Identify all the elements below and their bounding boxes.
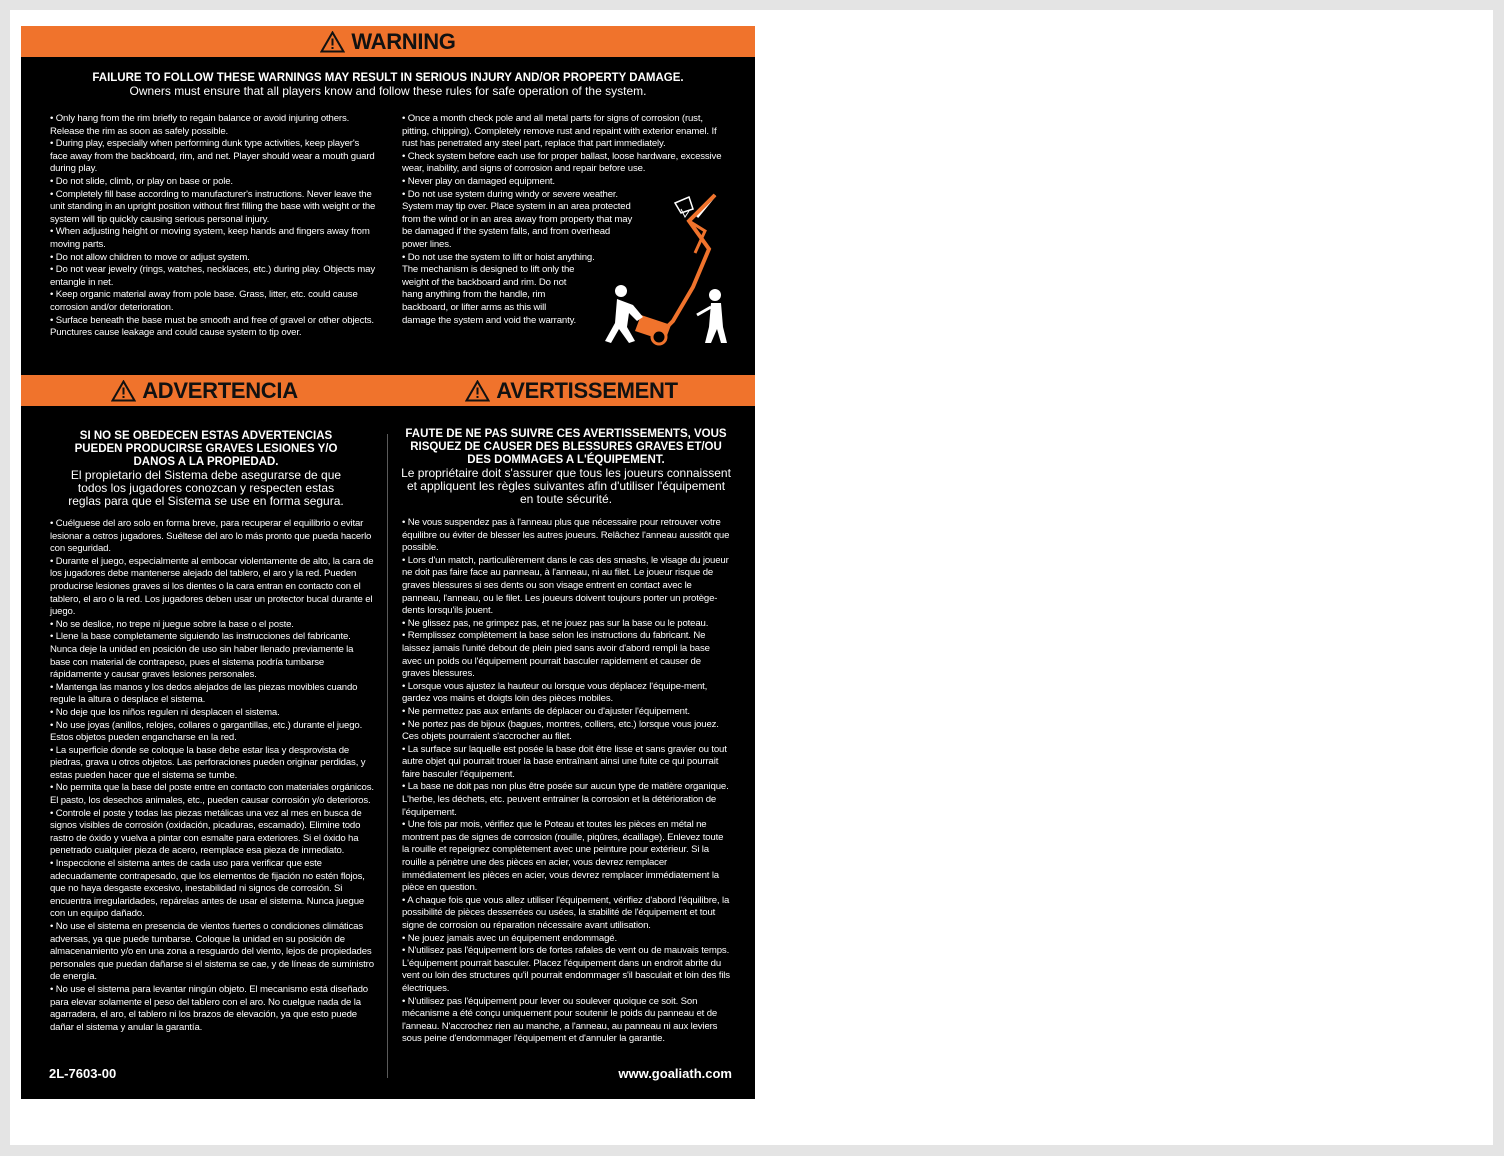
list-item: • Completely fill base according to manufacturer's instructions. Never leave the unit standing in an upright position without first filling the base with weight or the system will tip quickly causing serious personal injury. — [50, 188, 376, 225]
warning-triangle-icon — [111, 380, 136, 402]
list-item: damage the system and void the warranty. — [402, 314, 577, 326]
list-item: • No use el sistema para levantar ningún objeto. El mecanismo está diseñado para elevar solamente el peso del tablero con el aro. No cuelgue nada de la agarradera, el aro, el tablero ni los brazos de elevación, ya que esto puede dañar el sistema y anular la garantía. — [50, 983, 368, 1033]
list-item: • N'utilisez pas l'équipement pour lever ou soulever quoique ce soit. Son mécanisme a été conçu uniquement pour soutenir le poids du panneau et de l'anneau. N'accrochez rien au manche, a l'anneau, au panneau ni aux leviers sous peine d'endommager l'équipement et d'annuler la garantie. — [402, 995, 718, 1045]
list-item: • Surface beneath the base must be smooth and free of gravel or other objects. Punctures cause leakage and could cause system to tip over. — [50, 314, 374, 339]
moving-system-illustration-icon — [593, 191, 753, 351]
list-item: • Ne portez pas de bijoux (bagues, montres, colliers, etc.) lorsque vous jouez. Ces objets pourraient s'accrocher au filet. — [402, 718, 719, 743]
warning-label — [21, 26, 755, 1099]
part-number: 2L-7603-00 — [49, 1066, 117, 1081]
column-divider — [387, 434, 388, 1078]
list-item: • During play, especially when performing dunk type activities, keep player's face away from the backboard, rim, and net. Player should wear a mouth guard during play. — [50, 138, 375, 175]
english-left-column — [50, 113, 376, 340]
list-item: • Llene la base completamente siguiendo las instrucciones del fabricante. Nunca deje la unidad en posición de uso sin haber llenado previamente la base con material de contrapeso, pues el sistema podría tumbarse rápidamente y causar graves lesiones personales. — [50, 631, 354, 681]
list-item: • Never play on damaged equipment. — [402, 175, 555, 187]
list-item: • No use joyas (anillos, relojes, collares o gargantillas, etc.) durante el juego. Estos objetos pueden engancharse en la red. — [50, 719, 363, 744]
warning-band — [21, 26, 755, 57]
french-headline-bold: FAUTE DE NE PAS SUIVRE CES AVERTISSEMENTS, VOUS RISQUEZ DE CAUSER DES BLESSURES GRAVES ET/OU DES DOMMAGES A L'ÉQUIPEMENT. — [405, 428, 727, 466]
warning-triangle-icon — [320, 31, 345, 53]
list-item: backboard, or lifter arms as this will — [402, 301, 547, 313]
spanish-headline — [61, 430, 351, 508]
list-item: • Lorsque vous ajustez la hauteur ou lorsque vous déplacez l'équipe-ment, gardez vos mains et doigts loin des pièces mobiles. — [402, 680, 708, 705]
list-item: be damaged if the system falls, and from overhead — [402, 226, 611, 238]
english-headline — [41, 72, 735, 98]
list-item: • Controle el poste y todas las piezas metálicas una vez al mes en busca de signos visibles de corrosión (oxidación, picaduras, escamado). Elimine todo rastro de óxido y vuelva a pintar con esmalte para exteriores. Si el óxido ha penetrado cualquier pieza de acero, reemplace esa pieza de inmediato. — [50, 807, 362, 857]
list-item: The mechanism is designed to lift only the — [402, 264, 575, 276]
spanish-column — [50, 518, 376, 1034]
list-item: • Do not use system during windy or severe weather. — [402, 188, 618, 200]
spanish-headline-bold: SI NO SE OBEDECEN ESTAS ADVERTENCIAS PUEDEN PRODUCIRSE GRAVES LESIONES Y/O DANOS A LA PROPIEDAD. — [74, 430, 338, 468]
list-item: • La surface sur laquelle est posée la base doit être lisse et sans gravier ou tout autre objet qui pourrait trouer la base entraînant ainsi une fuite ce qui pourrait faire basculer l'équipement. — [402, 743, 727, 780]
french-column — [402, 517, 730, 1046]
list-item: • Inspeccione el sistema antes de cada uso para verificar que este adecuadamente contrapesado, que los elementos de fijación no estén flojos, que no haya desgaste excesivo, inestabilidad ni signos de corrosión. Si encuentra irregularidades, repárelas antes de usar el sistema. Nunca juegue con un equipo dañado. — [50, 858, 365, 920]
list-item: weight of the backboard and rim. Do not — [402, 276, 567, 288]
list-item: • Durante el juego, especialmente al embocar violentamente de alto, la cara de los jugadores debe mantenerse alejado del tablero, el aro y la red. Pueden producirse lesiones graves si los dientes o la cara entran en contacto con el tablero, el aro o la red. Los jugadores deben usar un protector bucal durante el juego. — [50, 555, 374, 618]
list-item: from the wind or in an area away from property that may — [402, 213, 633, 225]
list-item: System may tip over. Place system in an area protected — [402, 201, 631, 213]
list-item: • Do not slide, climb, or play on base or pole. — [50, 175, 233, 187]
list-item: • No use el sistema en presencia de vientos fuertes o condiciones climáticas adversas, ya que puede tumbarse. Coloque la unidad en su posición de almacenamiento y/o en una zona a resguardo del viento, lejos de propiedades personales que puedan dañarse si el sistema se cae, y de líneas de suministro de energía. — [50, 921, 374, 983]
list-item: • Keep organic material away from pole base. Grass, litter, etc. could cause corrosion and/or deterioration. — [50, 289, 358, 313]
list-item: • No se deslice, no trepe ni juegue sobre la base o el poste. — [50, 618, 294, 630]
list-item: • Mantenga las manos y los dedos alejados de las piezas movibles cuando regule la altura o desplace el sistema. — [50, 681, 358, 706]
list-item: • Ne jouez jamais avec un équipement endommagé. — [402, 932, 617, 944]
french-headline-sub: Le propriétaire doit s'assurer que tous les joueurs connaissent et appliquent les règles suivantes afin d'utiliser l'équipement en toute sécurité. — [401, 466, 731, 506]
list-item: hang anything from the handle, rim — [402, 289, 546, 301]
list-item: • Check system before each use for proper ballast, loose hardware, excessive wear, inability, and signs of corrosion and repair before use. — [402, 150, 722, 175]
warning-title — [21, 26, 755, 57]
warning-title-text: WARNING — [351, 28, 456, 54]
warning-triangle-icon — [465, 380, 490, 402]
advertencia-title-text: ADVERTENCIA — [142, 377, 298, 403]
list-item: • Cuélguese del aro solo en forma breve, para recuperar el equilibrio o evitar lesionar a ostros jugadores. Suéltese del aro lo más pronto que pueda hacerlo con seguridad. — [50, 518, 372, 555]
website-link[interactable]: www.goaliath.com — [618, 1066, 732, 1081]
list-item: • No deje que los niños regulen ni desplacen el sistema. — [50, 706, 280, 718]
list-item: • Ne permettez pas aux enfants de déplacer ou d'ajuster l'équipement. — [402, 705, 690, 717]
list-item: • When adjusting height or moving system, keep hands and fingers away from moving parts. — [50, 226, 370, 250]
avertissement-title — [388, 375, 755, 406]
list-item: • Do not use the system to lift or hoist anything. — [402, 251, 595, 263]
list-item: • Ne vous suspendez pas à l'anneau plus que nécessaire pour retrouver votre équilibre ou éviter de blesser les autres joueurs. Relâchez l'anneau aussitôt que possible. — [402, 517, 730, 554]
list-item: • Remplissez complètement la base selon les instructions du fabricant. Ne laissez jamais l'unité debout de plein pied sans avoir d'abord rempli la base avec un poids ou l'équipement pourrait basculer rapidement et causer de graves blessures. — [402, 630, 710, 680]
list-item: • La superficie donde se coloque la base debe estar lisa y desprovista de piedras, grava u otros objetos. Las perforaciones pueden originar perdidas, y estas pueden hacer que el sistema se tumbe. — [50, 744, 366, 781]
english-headline-sub: Owners must ensure that all players know and follow these rules for safe operation of the system. — [129, 84, 647, 98]
list-item: • No permita que la base del poste entre en contacto con materiales orgánicos. El pasto, los desechos animales, etc., pueden causar corrosión y/o deterioros. — [50, 782, 374, 807]
spanish-headline-sub: El propietario del Sistema debe asegurarse de que todos los jugadores conozcan y respecten estas reglas para que el Sistema se use en forma segura. — [68, 468, 344, 508]
avertissement-title-text: AVERTISSEMENT — [496, 377, 678, 403]
english-headline-bold: FAILURE TO FOLLOW THESE WARNINGS MAY RESULT IN SERIOUS INJURY AND/OR PROPERTY DAMAGE. — [92, 72, 684, 84]
advertencia-avertissement-band — [21, 375, 755, 406]
list-item: • La base ne doit pas non plus être posée sur aucun type de matière organique. L'herbe, les déchets, etc. peuvent entrainer la corrosion et la détérioration de l'équipement. — [402, 781, 729, 818]
list-item: • Lors d'un match, particulièrement dans le cas des smashs, le visage du joueur ne doit pas faire face au panneau, à l'anneau, ni au filet. Le joueur risque de graves blessures si ses dents ou son visage entrent en contact avec le panneau, l'anneau, ou le filet. Les joueurs doivent toujours porter un protège-dents lorsqu'ils jouent. — [402, 554, 729, 617]
list-item: power lines. — [402, 238, 452, 250]
list-item: • Ne glissez pas, ne grimpez pas, et ne jouez pas sur la base ou le poteau. — [402, 617, 709, 629]
french-headline — [401, 428, 731, 506]
list-item: • N'utilisez pas l'équipement lors de fortes rafales de vent ou de mauvais temps. L'équipement pourrait basculer. Placez l'équipement dans un endroit abrite du vent ou loin des structures qu'il pourrait endommager s'il basculait et loin des fils électriques. — [402, 945, 730, 994]
list-item: • Only hang from the rim briefly to regain balance or avoid injuring others. Release the rim as soon as safely possible. — [50, 113, 350, 137]
advertencia-title — [21, 375, 388, 406]
list-item: • Do not wear jewelry (rings, watches, necklaces, etc.) during play. Objects may entangle in net. — [50, 264, 375, 288]
list-item: • A chaque fois que vous allez utiliser l'équipement, vérifiez d'abord l'équilibre, la possibilité de pièces desserrées ou usées, la stabilité de l'équipement et tout signe de corrosion ou réparation nécessaire avant utilisation. — [402, 894, 730, 931]
list-item: • Do not allow children to move or adjust system. — [50, 251, 250, 263]
list-item: • Once a month check pole and all metal parts for signs of corrosion (rust, pitting, chipping). Completely remove rust and repaint with exterior enamel. If rust has penetrated any steel part, replace that part immediately. — [402, 113, 717, 150]
list-item: • Une fois par mois, vérifiez que le Poteau et toutes les pièces en métal ne montrent pas de signes de corrosion (rouille, piqûres, écaillage). Enlevez toute la rouille et repeignez complètement avec une peinture pour extérieur. Si la rouille a pénètre une des pièces en acier, vous devrez remplacer immédiatement les pièces en acier, vous devrez remplacer immédiatement la pièce en question. — [402, 819, 724, 894]
